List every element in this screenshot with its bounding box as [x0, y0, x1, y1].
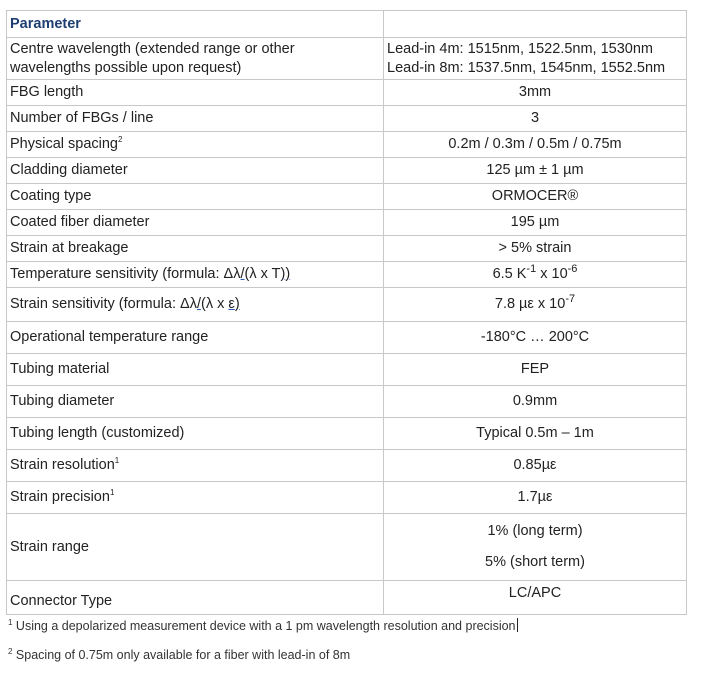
row-value: 3: [384, 106, 687, 132]
footnote-text: Using a depolarized measurement device with a 1 pm wavelength resolution and precision: [12, 619, 516, 633]
row-label: [7, 482, 384, 514]
value-line: 5% (short term): [485, 554, 585, 570]
footnote-ref: 1: [114, 456, 120, 466]
table-row: [7, 482, 687, 514]
footnote-ref: 1: [109, 488, 115, 498]
table-row: [7, 288, 687, 322]
row-value: 1.7µε: [384, 482, 687, 514]
row-value: ORMOCER®: [384, 184, 687, 210]
row-label: Number of FBGs / line: [7, 106, 384, 132]
label-text: Strain precision: [10, 489, 110, 505]
table-row: [7, 581, 687, 615]
label-line: Centre wavelength (extended range or other: [10, 40, 295, 57]
formula-slash: /: [196, 296, 201, 312]
value-text: 6.5 K: [492, 266, 527, 282]
row-label: Tubing diameter: [7, 386, 384, 418]
footnote-1: [8, 618, 518, 633]
value-line: 1% (long term): [487, 523, 583, 539]
value-line: Lead-in 4m: 1515nm, 1522.5nm, 1530nm: [387, 40, 654, 57]
table-row: [7, 80, 687, 106]
label-text: Physical spacing: [10, 136, 118, 152]
value-line: Lead-in 8m: 1537.5nm, 1545nm, 1552.5nm: [387, 59, 666, 76]
row-label: Strain range: [7, 514, 384, 581]
label-line: wavelengths possible upon request): [10, 59, 242, 76]
spec-table: [6, 10, 687, 615]
formula-paren: ): [285, 266, 291, 282]
row-label: Tubing material: [7, 354, 384, 386]
row-label: FBG length: [7, 80, 384, 106]
table-row: [7, 262, 687, 288]
formula-text: Temperature sensitivity (formula: Δλ: [10, 266, 241, 282]
footnote-mark: 2: [8, 646, 13, 656]
formula-text: (λ x T: [244, 266, 281, 282]
formula-text: Strain sensitivity (formula: Δλ: [10, 296, 197, 312]
table-row: [7, 106, 687, 132]
row-value: 0.2m / 0.3m / 0.5m / 0.75m: [384, 132, 687, 158]
row-label: [7, 288, 384, 322]
exponent: -1: [526, 263, 537, 276]
row-value: FEP: [384, 354, 687, 386]
formula-paren: ): [234, 296, 240, 312]
table-row: [7, 450, 687, 482]
formula-text: (λ x: [201, 296, 229, 312]
table-row: [7, 236, 687, 262]
row-value: > 5% strain: [384, 236, 687, 262]
table-row: [7, 354, 687, 386]
table-row: [7, 38, 687, 80]
footnote-mark: 1: [8, 617, 13, 627]
table-header-row: [7, 11, 687, 38]
row-value: 0.85µε: [384, 450, 687, 482]
header-value: [384, 11, 687, 38]
table-row: [7, 514, 687, 581]
table-row: [7, 184, 687, 210]
row-label: Connector Type: [7, 581, 384, 615]
exponent: -6: [567, 263, 578, 276]
row-value: [384, 262, 687, 288]
row-label: Cladding diameter: [7, 158, 384, 184]
table-row: [7, 418, 687, 450]
footnote-text: Spacing of 0.75m only available for a fiber with lead-in of 8m: [12, 648, 351, 662]
row-label: [7, 38, 384, 80]
text-cursor: [517, 618, 518, 632]
row-label: [7, 132, 384, 158]
row-label: Coated fiber diameter: [7, 210, 384, 236]
formula-symbol: ε: [228, 296, 235, 312]
row-value: 195 µm: [384, 210, 687, 236]
row-value: -180°C … 200°C: [384, 322, 687, 354]
formula-paren: ): [280, 266, 286, 282]
table-row: [7, 132, 687, 158]
row-value: 3mm: [384, 80, 687, 106]
row-label: [7, 450, 384, 482]
table-row: [7, 322, 687, 354]
table-row: [7, 210, 687, 236]
row-value: [384, 288, 687, 322]
value-text: x 10: [536, 266, 568, 282]
header-parameter: Parameter: [7, 11, 384, 38]
row-value: [384, 514, 687, 581]
footnote-2: [8, 648, 350, 662]
row-label: Strain at breakage: [7, 236, 384, 262]
row-value: [384, 38, 687, 80]
row-value: LC/APC: [384, 581, 687, 615]
row-label: Operational temperature range: [7, 322, 384, 354]
value-text: 7.8 µε x 10: [494, 296, 566, 312]
row-label: Coating type: [7, 184, 384, 210]
row-value: Typical 0.5m – 1m: [384, 418, 687, 450]
footnote-ref: 2: [118, 135, 123, 145]
row-value: 0.9mm: [384, 386, 687, 418]
row-value: 125 µm ± 1 µm: [384, 158, 687, 184]
table-row: [7, 158, 687, 184]
table-row: [7, 386, 687, 418]
exponent: -7: [565, 293, 576, 306]
row-label: [7, 262, 384, 288]
formula-slash: /: [240, 266, 245, 282]
row-label: Tubing length (customized): [7, 418, 384, 450]
label-text: Strain resolution: [10, 457, 115, 473]
